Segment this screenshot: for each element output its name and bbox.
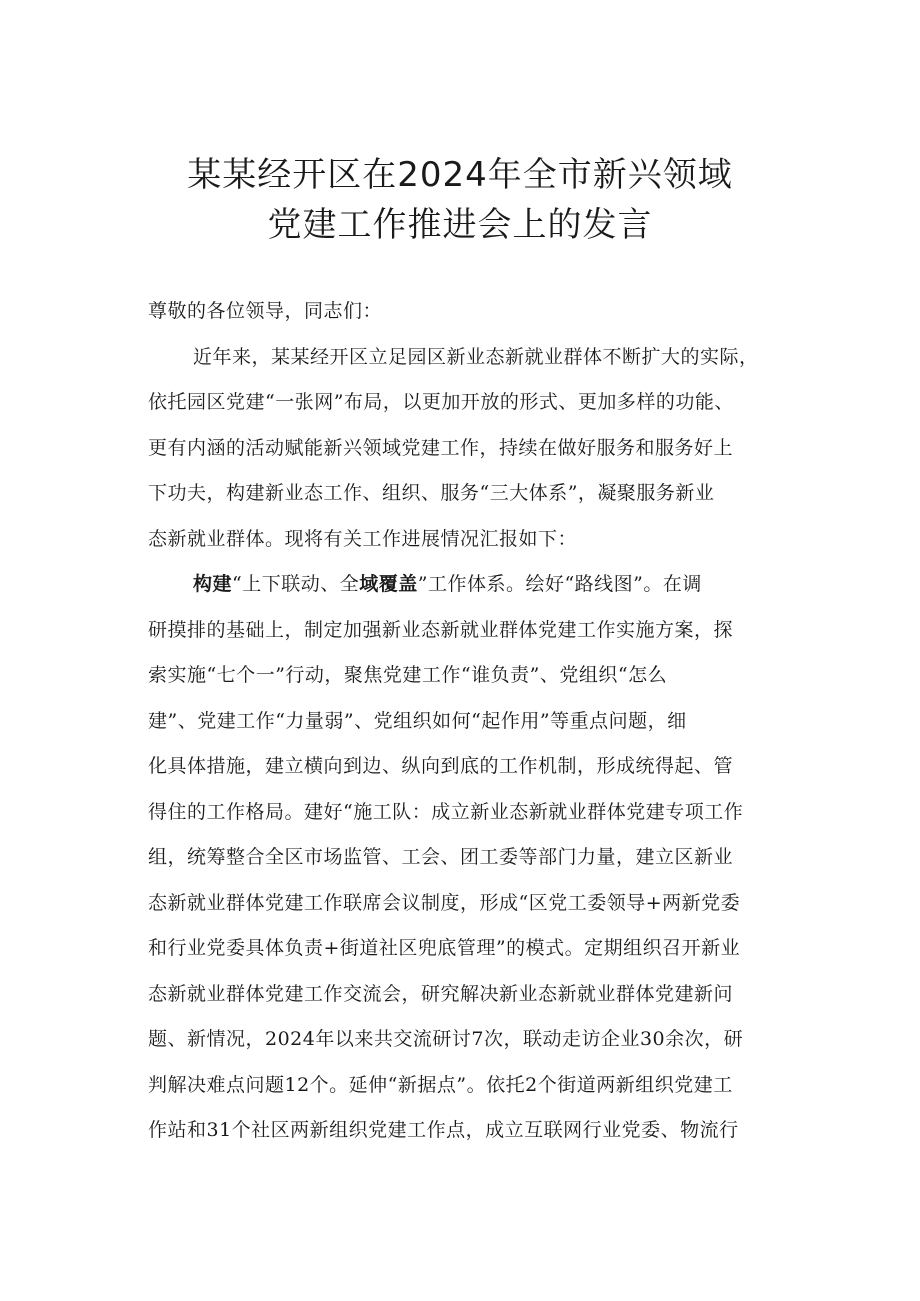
paragraph-1-line: 态新就业群体。现将有关工作进展情况汇报如下： [148, 527, 578, 550]
document-body [148, 289, 812, 1154]
title-line-1: 某某经开区在2024年全市新兴领域 [187, 155, 733, 195]
paragraph-2-line: 态新就业群体党建工作交流会，研究解决新业态新就业群体党建新问 [148, 982, 734, 1005]
title-line-2: 党建工作推进会上的发言 [267, 205, 653, 245]
paragraph-1-line: 近年来，某某经开区立足园区新业态新就业群体不断扩大的实际， [193, 345, 759, 368]
document-title [0, 150, 920, 250]
paragraph-2-line: 判解决难点问题12个。延伸“新据点”。依托2个街道两新组织党建工 [148, 1073, 733, 1096]
paragraph-2-line: 建”、党建工作“力量弱”、党组织如何“起作用”等重点问题，细 [148, 709, 687, 732]
salutation: 尊敬的各位领导，同志们： [148, 300, 383, 322]
paragraph-2-heading-line [148, 562, 812, 608]
heading-rest-b: ”工作体系。绘好“路线图”。在调 [417, 573, 702, 595]
paragraph-2-line: 和行业党委具体负责+街道社区兜底管理”的模式。定期组织召开新业 [148, 937, 741, 959]
paragraph-2-line: 作站和31个社区两新组织党建工作点，成立互联网行业党委、物流行 [148, 1119, 739, 1141]
heading-bold-part-b: 域覆盖 [359, 573, 418, 595]
heading-bold-part: 构建 [193, 573, 233, 595]
paragraph-2-line: 题、新情况，2024年以来共交流研讨7次，联动走访企业30余次，研 [148, 1028, 744, 1050]
paragraph-1-line: 下功夫，构建新业态工作、组织、服务“三大体系”，凝聚服务新业 [148, 482, 715, 504]
paragraph-2-line: 组，统筹整合全区市场监管、工会、团工委等部门力量，建立区新业 [148, 846, 734, 868]
paragraph-1-line: 依托园区党建“一张网”布局，以更加开放的形式、更加多样的功能、 [148, 391, 734, 413]
paragraph-2-line: 态新就业群体党建工作联席会议制度，形成“区党工委领导+两新党委 [148, 891, 741, 914]
paragraph-1-line: 更有内涵的活动赋能新兴领域党建工作，持续在做好服务和服务好上 [148, 436, 734, 459]
paragraph-2-line: 索实施“七个一”行动，聚焦党建工作“谁负责”、党组织“怎么 [148, 664, 668, 686]
paragraph-2-line: 化具体措施，建立横向到边、纵向到底的工作机制，形成统得起、管 [148, 755, 734, 777]
paragraph-2-line: 得住的工作格局。建好“施工队：成立新业态新就业群体党建专项工作 [148, 800, 744, 823]
paragraph-2-line: 研摸排的基础上，制定加强新业态新就业群体党建工作实施方案，探 [148, 618, 734, 641]
heading-rest-a: “上下联动、全 [232, 573, 360, 595]
